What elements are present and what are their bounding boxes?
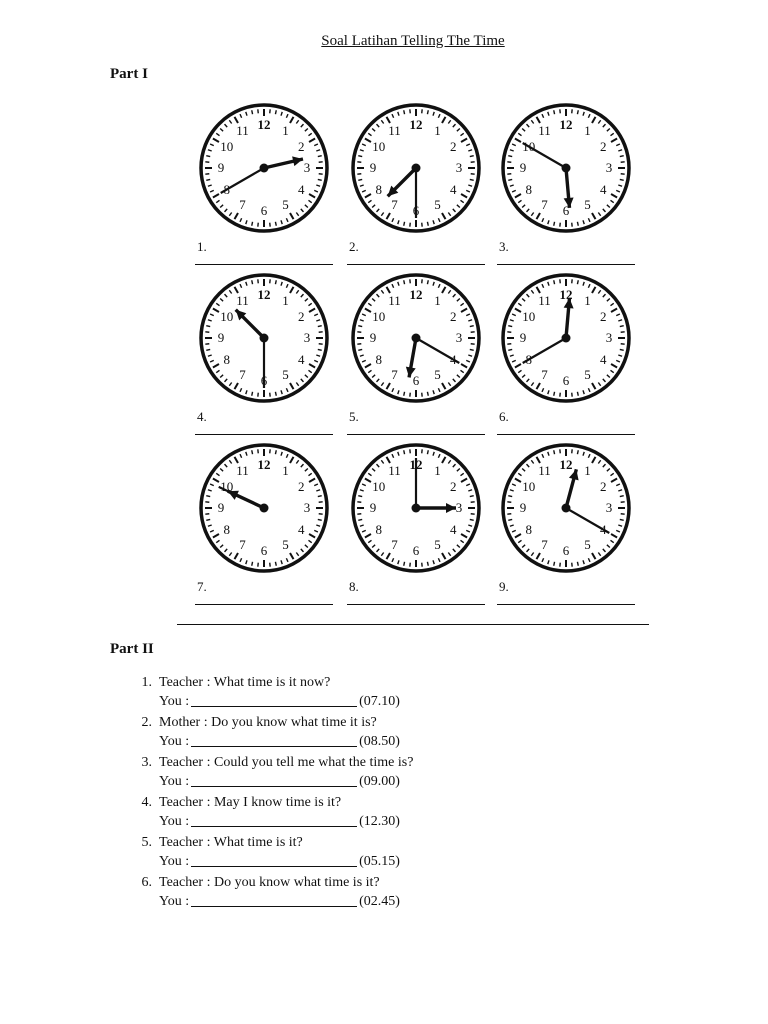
- clock-label-1: 1.: [197, 239, 207, 254]
- clock-numeral: 12: [257, 287, 271, 302]
- clock-numeral: 10: [220, 478, 234, 494]
- clock-numeral: 5: [282, 537, 289, 553]
- answer-row: [159, 894, 400, 910]
- clock-numeral: 5: [584, 537, 591, 553]
- answer-line-2[interactable]: [347, 264, 485, 265]
- clock-face-8: [349, 441, 483, 575]
- clock-numeral: 1: [584, 122, 591, 138]
- answer-blank[interactable]: [191, 894, 357, 907]
- clock-numeral: 6: [412, 373, 420, 388]
- clock-numeral: 9: [369, 160, 377, 175]
- clock-numeral: 12: [257, 457, 271, 472]
- clock-numeral: 7: [391, 367, 398, 383]
- clock-numeral: 10: [522, 308, 536, 324]
- clock-numeral: 4: [449, 351, 457, 367]
- question-number: 4.: [141, 795, 152, 810]
- clock-numeral: 11: [538, 292, 551, 308]
- clock-face-1: [197, 101, 331, 235]
- clock-numeral: 7: [541, 197, 548, 213]
- clock-numeral: 1: [434, 292, 441, 308]
- clock-numeral: 5: [434, 537, 441, 553]
- time-hint: (02.45): [359, 894, 400, 909]
- clock-numeral: 3: [605, 160, 613, 175]
- clock-numeral: 1: [282, 462, 289, 478]
- clock-face-9: [499, 441, 633, 575]
- clock-numeral: 12: [559, 287, 573, 302]
- clock-face-4: [197, 271, 331, 405]
- clock-numeral: 6: [260, 203, 268, 218]
- clock-face-3: [499, 101, 633, 235]
- clock-label-7: 7.: [197, 579, 207, 594]
- clock-numeral: 1: [584, 292, 591, 308]
- answer-line-4[interactable]: [195, 434, 333, 435]
- time-hint: (05.15): [359, 854, 400, 869]
- clock-numeral: 11: [538, 462, 551, 478]
- clock-face-7: [197, 441, 331, 575]
- question-prompt: Teacher : Do you know what time is it?: [159, 875, 380, 890]
- clock-label-5: 5.: [349, 409, 359, 424]
- answer-blank[interactable]: [191, 734, 357, 747]
- clock-numeral: 9: [519, 160, 527, 175]
- clock-label-9: 9.: [499, 579, 509, 594]
- clock-numeral: 4: [599, 521, 607, 537]
- time-hint: (08.50): [359, 734, 400, 749]
- clock-numeral: 4: [297, 181, 305, 197]
- clock-numeral: 2: [297, 478, 305, 494]
- clock-numeral: 2: [297, 308, 305, 324]
- clock-numeral: 4: [599, 351, 607, 367]
- clock-numeral: 11: [538, 122, 551, 138]
- clock-numeral: 8: [223, 351, 230, 367]
- clock-numeral: 5: [434, 197, 441, 213]
- clock-numeral: 12: [409, 457, 423, 472]
- clock-numeral: 4: [599, 181, 607, 197]
- clock-face-6: [499, 271, 633, 405]
- clock-numeral: 2: [449, 478, 457, 494]
- clock-numeral: 6: [260, 373, 268, 388]
- clock-numeral: 3: [303, 160, 311, 175]
- clock-numeral: 11: [236, 462, 249, 478]
- clock-numeral: 9: [519, 500, 527, 515]
- question-number: 2.: [141, 715, 152, 730]
- clock-numeral: 4: [449, 181, 457, 197]
- you-label: You :: [159, 734, 190, 749]
- clock-numeral: 6: [562, 203, 570, 218]
- clock-numeral: 10: [372, 478, 386, 494]
- clock-numeral: 7: [541, 537, 548, 553]
- clock-numeral: 8: [525, 351, 532, 367]
- time-hint: (09.00): [359, 774, 400, 789]
- clock-numeral: 9: [369, 330, 377, 345]
- clock-numeral: 1: [434, 462, 441, 478]
- clock-numeral: 6: [562, 373, 570, 388]
- clock-numeral: 6: [260, 543, 268, 558]
- part-1-heading: Part I: [110, 66, 148, 82]
- answer-blank[interactable]: [191, 694, 357, 707]
- clock-numeral: 2: [599, 478, 607, 494]
- clock-numeral: 1: [282, 292, 289, 308]
- question-number: 6.: [141, 875, 152, 890]
- clock-numeral: 7: [239, 537, 246, 553]
- question-number: 3.: [141, 755, 152, 770]
- question-prompt: Teacher : May I know time is it?: [159, 795, 342, 810]
- clock-numeral: 8: [223, 521, 230, 537]
- clock-numeral: 10: [522, 478, 536, 494]
- you-label: You :: [159, 854, 190, 869]
- clock-numeral: 11: [388, 122, 401, 138]
- clock-numeral: 10: [372, 138, 386, 154]
- clock-numeral: 10: [220, 308, 234, 324]
- question-prompt: Teacher : What time is it now?: [159, 675, 331, 690]
- clock-numeral: 11: [388, 462, 401, 478]
- clock-numeral: 8: [223, 181, 230, 197]
- answer-line-5[interactable]: [347, 434, 485, 435]
- clock-numeral: 12: [559, 457, 573, 472]
- clock-numeral: 7: [541, 367, 548, 383]
- clock-numeral: 4: [297, 351, 305, 367]
- clock-numeral: 8: [375, 181, 382, 197]
- clock-numeral: 6: [412, 203, 420, 218]
- clock-numeral: 2: [449, 308, 457, 324]
- clock-numeral: 9: [217, 160, 225, 175]
- clock-numeral: 8: [375, 351, 382, 367]
- answer-row: [159, 854, 400, 870]
- question-number: 5.: [141, 835, 152, 850]
- answer-line-9[interactable]: [497, 604, 635, 605]
- clock-numeral: 6: [412, 543, 420, 558]
- clock-numeral: 1: [434, 122, 441, 138]
- clock-numeral: 1: [282, 122, 289, 138]
- clock-numeral: 3: [455, 500, 463, 515]
- clock-numeral: 3: [303, 500, 311, 515]
- answer-line-7[interactable]: [195, 604, 333, 605]
- clock-numeral: 8: [525, 521, 532, 537]
- clock-numeral: 9: [217, 500, 225, 515]
- question-prompt: Teacher : What time is it?: [159, 835, 303, 850]
- clock-numeral: 1: [584, 462, 591, 478]
- clock-numeral: 9: [217, 330, 225, 345]
- clock-numeral: 7: [239, 367, 246, 383]
- clock-numeral: 7: [391, 197, 398, 213]
- answer-row: [159, 774, 400, 790]
- answer-line-3[interactable]: [497, 264, 635, 265]
- answer-blank[interactable]: [191, 854, 357, 867]
- clock-numeral: 7: [391, 537, 398, 553]
- question-prompt: Mother : Do you know what time it is?: [159, 715, 377, 730]
- clock-numeral: 8: [525, 181, 532, 197]
- answer-line-6[interactable]: [497, 434, 635, 435]
- clock-label-2: 2.: [349, 239, 359, 254]
- answer-row: [159, 814, 400, 830]
- clock-numeral: 10: [220, 138, 234, 154]
- clock-numeral: 2: [599, 308, 607, 324]
- clock-numeral: 7: [239, 197, 246, 213]
- clock-numeral: 3: [605, 330, 613, 345]
- clock-numeral: 8: [375, 521, 382, 537]
- answer-line-1[interactable]: [195, 264, 333, 265]
- clock-label-4: 4.: [197, 409, 207, 424]
- clock-numeral: 12: [559, 117, 573, 132]
- part-2-heading: Part II: [110, 641, 154, 657]
- clock-numeral: 2: [297, 138, 305, 154]
- clock-numeral: 12: [257, 117, 271, 132]
- time-hint: (12.30): [359, 814, 400, 829]
- clock-numeral: 2: [449, 138, 457, 154]
- clock-numeral: 11: [236, 122, 249, 138]
- question-number: 1.: [141, 675, 152, 690]
- clock-numeral: 4: [449, 521, 457, 537]
- clock-numeral: 11: [236, 292, 249, 308]
- clock-numeral: 12: [409, 287, 423, 302]
- clock-numeral: 5: [584, 197, 591, 213]
- clock-numeral: 3: [455, 330, 463, 345]
- worksheet-title: Soal Latihan Telling The Time: [321, 33, 505, 49]
- you-label: You :: [159, 694, 190, 709]
- clock-face-2: [349, 101, 483, 235]
- clock-numeral: 5: [584, 367, 591, 383]
- clock-label-6: 6.: [499, 409, 509, 424]
- section-divider: [177, 624, 649, 625]
- question-prompt: Teacher : Could you tell me what the time is?: [159, 755, 414, 770]
- answer-line-8[interactable]: [347, 604, 485, 605]
- answer-row: [159, 734, 400, 750]
- answer-row: [159, 694, 400, 710]
- clock-numeral: 10: [522, 138, 536, 154]
- clock-numeral: 5: [434, 367, 441, 383]
- you-label: You :: [159, 774, 190, 789]
- clock-numeral: 3: [605, 500, 613, 515]
- clock-label-8: 8.: [349, 579, 359, 594]
- answer-blank[interactable]: [191, 774, 357, 787]
- clock-label-3: 3.: [499, 239, 509, 254]
- clock-numeral: 4: [297, 521, 305, 537]
- clock-numeral: 12: [409, 117, 423, 132]
- clock-numeral: 9: [369, 500, 377, 515]
- clock-numeral: 3: [303, 330, 311, 345]
- answer-blank[interactable]: [191, 814, 357, 827]
- you-label: You :: [159, 894, 190, 909]
- clock-numeral: 6: [562, 543, 570, 558]
- clock-numeral: 9: [519, 330, 527, 345]
- clock-numeral: 10: [372, 308, 386, 324]
- clock-numeral: 2: [599, 138, 607, 154]
- time-hint: (07.10): [359, 694, 400, 709]
- you-label: You :: [159, 814, 190, 829]
- clock-numeral: 5: [282, 197, 289, 213]
- clock-face-5: [349, 271, 483, 405]
- clock-numeral: 11: [388, 292, 401, 308]
- clock-numeral: 5: [282, 367, 289, 383]
- clock-numeral: 3: [455, 160, 463, 175]
